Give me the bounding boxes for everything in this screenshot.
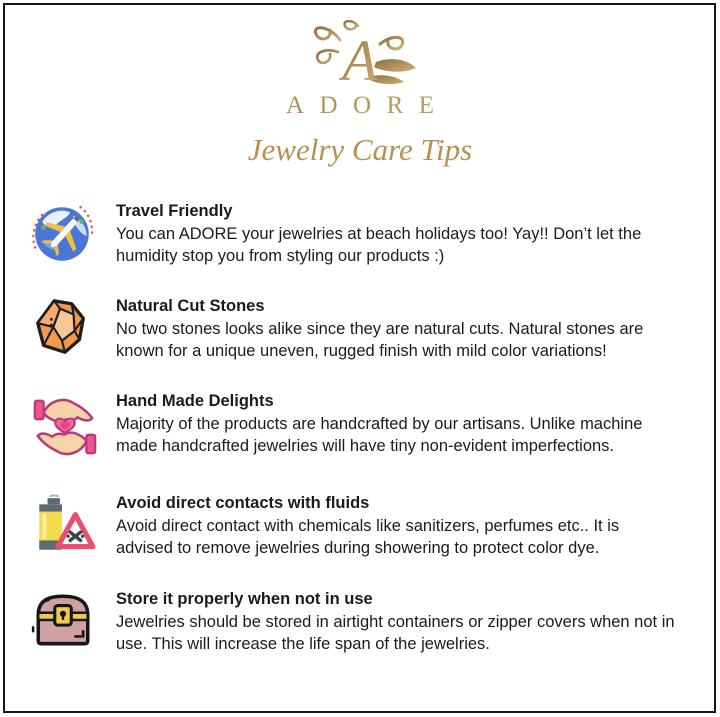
- tip-row-hand-made-delights: [28, 390, 680, 464]
- adore-monogram-icon: [280, 18, 440, 92]
- tip-text-block: [100, 492, 680, 559]
- tip-row-avoid-fluids: [28, 492, 680, 560]
- tip-text-block: [100, 390, 680, 457]
- brand-header: [0, 0, 720, 168]
- tip-title: Store it properly when not in use: [116, 589, 373, 608]
- tip-body: Jewelries should be stored in airtight containers or zipper covers when not in use. This will increase the life span of the jewelries.: [116, 612, 675, 653]
- tip-row-natural-cut-stones: [28, 295, 680, 362]
- chemical-warning-icon: [28, 492, 100, 560]
- tip-row-travel-friendly: [28, 200, 680, 267]
- globe-plane-icon: [28, 200, 100, 266]
- gemstone-icon: [28, 295, 100, 361]
- tip-text-block: [100, 588, 680, 655]
- page-subtitle: Jewelry Care Tips: [247, 131, 473, 167]
- hands-heart-icon: [28, 390, 100, 464]
- brand-wordmark: ADORE: [16, 92, 720, 121]
- tip-body: No two stones looks alike since they are natural cuts. Natural stones are known for a unique uneven, rugged finish with mild color variations!: [116, 319, 644, 360]
- tip-body: Avoid direct contact with chemicals like sanitizers, perfumes etc.. It is advised to remove jewelries during showering to protect color dye.: [116, 516, 620, 557]
- tip-title: Travel Friendly: [116, 201, 233, 220]
- tip-text-block: [100, 295, 680, 362]
- tip-title: Natural Cut Stones: [116, 296, 265, 315]
- tip-body: You can ADORE your jewelries at beach holidays too! Yay!! Don’t let the humidity stop you from styling our products :): [116, 224, 642, 265]
- tip-text-block: [100, 200, 680, 267]
- care-tips-list: [28, 200, 680, 655]
- treasure-chest-icon: [28, 588, 100, 654]
- tip-body: Majority of the products are handcrafted by our artisans. Unlike machine made handcrafted jewelries will have tiny non-evident imperfections.: [116, 414, 643, 455]
- tip-title: Avoid direct contacts with fluids: [116, 493, 370, 512]
- tip-title: Hand Made Delights: [116, 391, 274, 410]
- svg-text:A: A: [342, 28, 378, 92]
- tip-row-store-properly: [28, 588, 680, 655]
